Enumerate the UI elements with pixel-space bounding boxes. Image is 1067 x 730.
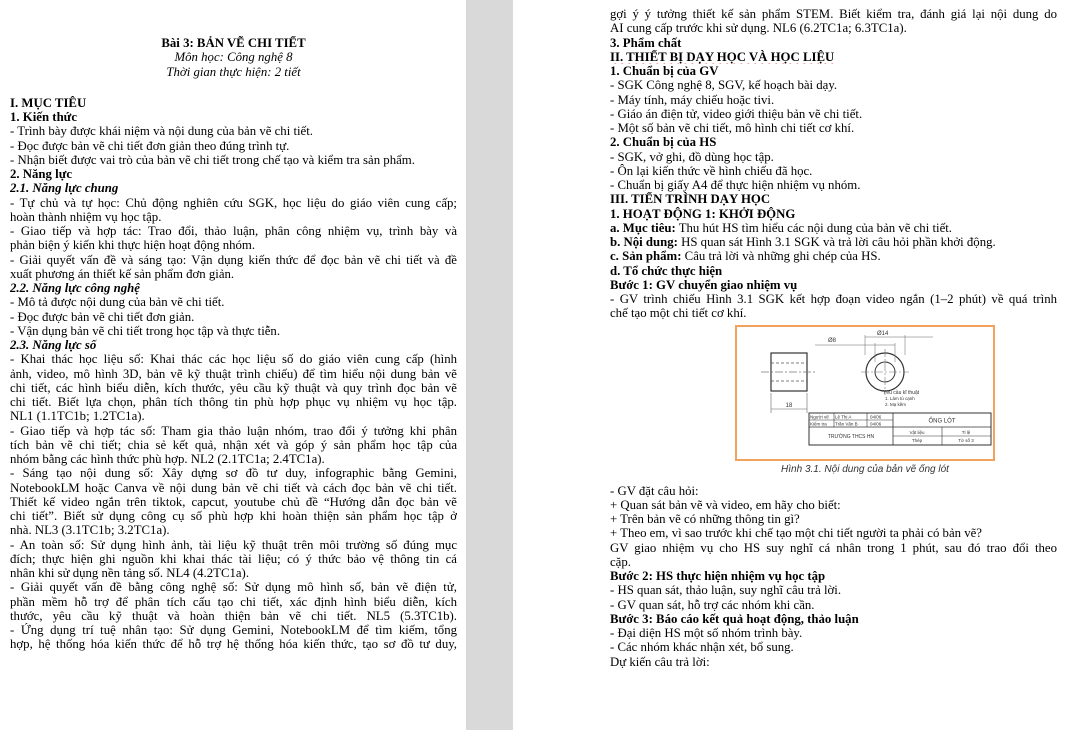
text-line: - Chuẩn bị giấy A4 để thực hiện nhiệm vụ nhóm. (610, 178, 861, 192)
text-line: cặp. (610, 554, 631, 569)
text-line: - Giao tiếp và hợp tác số: Tham gia thảo luận nhóm, trao đổi ý tưởng khi phân (10, 423, 457, 438)
text-line: - Giao tiếp và hợp tác: Trao đổi, thảo luận, phân công nhiệm vụ, trình bày và (10, 224, 457, 238)
text-line: - Đại diện HS một số nhóm trình bày. (610, 626, 803, 640)
text-line: ảnh, video, mô hình 3D, bản vẽ kỹ thuật trình chiếu) để tìm hiểu nội dung bản vẽ (10, 366, 457, 381)
text-line: GV giao nhiệm vụ cho HS suy nghĩ cá nhân trong 1 phút, sau đó trao đổi theo (610, 540, 1057, 555)
text-line: - Ôn lại kiến thức về hình chiếu đã học. (610, 163, 813, 178)
text-line: - Máy tính, máy chiếu hoặc tivi. (610, 92, 775, 107)
text-line: nhóm bằng các hình thức phù hợp. NL2 (2.1TC1a; 2.4TC1a). (10, 452, 325, 466)
text-line: AI cung cấp trước khi sử dụng. NL6 (6.2TC1a; 6.3TC1a). (610, 21, 907, 36)
objective-label: a. Mục tiêu: (610, 220, 676, 235)
content-text: HS quan sát Hình 3.1 SGK và trả lời câu hỏi phần khởi động. (677, 235, 996, 249)
subsection-heading: 1. Kiến thức (10, 110, 78, 124)
text-line: - GV đặt câu hỏi: (610, 483, 699, 498)
text-line: + Quan sát bản vẽ và video, em hãy cho biết: (610, 497, 841, 512)
figure-caption: Hình 3.1. Nội dung của bản vẽ ống lót (781, 463, 949, 475)
content-label: b. Nội dung: (610, 235, 678, 249)
dim-outer-diameter: Ø14 (877, 330, 889, 337)
dim-length: 18 (785, 402, 793, 409)
text-line: - Đọc được bản vẽ chi tiết đơn giản theo đúng trình tự. (10, 138, 290, 153)
tb-school: TRƯỜNG THCS HN (827, 433, 875, 440)
req-item: 2. Mạ kẽm (885, 401, 907, 407)
req-title: Yêu cầu kĩ thuật (883, 389, 920, 396)
tb-steel: Thép (911, 437, 923, 443)
step-heading: Bước 1: GV chuyển giao nhiệm vụ (610, 277, 798, 292)
section-heading (610, 50, 1057, 64)
product-text: Câu trả lời và những ghi chép của HS. (681, 249, 881, 264)
text-line: - Một số bản vẽ chi tiết, mô hình chi tiết cơ khí. (610, 121, 855, 135)
technical-drawing (737, 327, 993, 459)
text-line: phản biện ý kiến khi thực hiện hoạt động nhóm. (10, 238, 256, 253)
tb-scale: Tỉ lệ (961, 429, 971, 435)
text-line: - GV trình chiếu Hình 3.1 SGK kết hợp đoạn video ngắn (1–2 phút) về quá trình (610, 292, 1057, 306)
duration-line: Thời gian thực hiện: 2 tiết (166, 64, 301, 79)
text-line: tích bản vẽ chi tiết; chia sẻ kết quả, nhận xét và góp ý sản phẩm học tập của (10, 437, 457, 452)
figure-frame (735, 325, 995, 461)
text-line: - Ứng dụng trí tuệ nhân tạo: Sử dụng Gemini, NotebookLM để tìm kiếm, tổng (10, 623, 457, 637)
text-line: - Giải quyết vấn đề và sáng tạo: Vận dụng kiến thức để đọc bản vẽ chi tiết và đề (10, 252, 457, 267)
tb-checker-name: Trần Văn B (835, 421, 858, 426)
text-line: nhân khi sử dụng nền tảng số. NL4 (4.2TC1a). (10, 566, 250, 580)
text-line: gợi ý ý tưởng thiết kế sản phẩm STEM. Biết kiểm tra, đánh giá lại nội dung do (610, 7, 1057, 21)
text-line: NL1 (1.1TC1b; 1.2TC1a). (10, 409, 145, 424)
text-line: - Nhận biết được vai trò của bản vẽ chi tiết trong chế tạo và kiểm tra sản phẩm. (10, 152, 415, 167)
step-heading: Bước 3: Báo cáo kết quả hoạt động, thảo luận (610, 611, 859, 626)
text-line: - Các nhóm khác nhận xét, bổ sung. (610, 640, 794, 655)
text-line: nhà. NL3 (3.1TC1b; 3.2TC1a). (10, 523, 170, 538)
tb-part-name: ỐNG LÓT (928, 418, 956, 424)
text-line: - Giải quyết vấn đề bằng công nghệ số: Sử dụng mô hình số, bản vẽ điện tử, (10, 580, 457, 595)
text-line: hợp, hệ thống hóa kiến thức để hỗ trợ hệ thống hóa kiến thức, tạo sơ đồ tư duy, (10, 637, 457, 652)
section-heading: I. MỤC TIÊU (10, 95, 87, 110)
text-line: - An toàn số: Sử dụng hình ảnh, tài liệu kỹ thuật trên môi trường số đúng mục (10, 537, 457, 552)
step-heading: Bước 2: HS thực hiện nhiệm vụ học tập (610, 569, 826, 583)
text-line: - Đọc được bản vẽ chi tiết đơn giản. (10, 309, 195, 324)
text-line: - Trình bày được khái niệm và nội dung của bản vẽ chi tiết. (10, 124, 313, 139)
text-line: - Sáng tạo nội dung số: Xây dựng sơ đồ tư duy, infographic bằng Gemini, (10, 466, 457, 481)
text-line: - HS quan sát, thảo luận, suy nghĩ câu trả lời. (610, 583, 842, 598)
tb-drawer-name: Lê Thị A (835, 414, 852, 419)
tb-sheet: Tờ số 3 (958, 437, 974, 443)
text-line: - SGK Công nghệ 8, SGV, kế hoạch bài dạy. (610, 78, 838, 93)
content-line (610, 235, 1057, 249)
subsection-heading: 2. Chuẩn bị của HS (610, 135, 717, 150)
text-line: xuất phương án thiết kế sản phẩm đơn giản. (10, 266, 235, 281)
text-line: - Mô tả được nội dung của bản vẽ chi tiết. (10, 295, 225, 310)
text-line: đích; thực hiện ghi nguồn khi khai thác tài liệu; có ý thức bảo vệ thông tin cá (10, 551, 457, 566)
text-line: NotebookLM hoặc Canva về nội dung bản vẽ chi tiết và cách đọc bản vẽ chi tiết. (10, 480, 457, 495)
text-line: phần mềm hỗ trợ để phân tích cấu tạo chi tiết, xác định hình biểu diễn, kích (10, 594, 457, 609)
text-line: - Tự chủ và tự học: Chủ động nghiên cứu SGK, học liệu do giáo viên cung cấp; (10, 195, 457, 210)
text-line: Thiết kế video ngắn trên tiktok, capcut, youtube chủ đề “Hướng dẫn đọc bản vẽ (10, 494, 457, 509)
subsection-heading: 2.1. Năng lực chung (10, 181, 119, 196)
text-line: - SGK, vở ghi, đồ dùng học tập. (610, 149, 774, 164)
text-line: Dự kiến câu trả lời: (610, 654, 710, 669)
text-line: + Theo em, vì sao trước khi chế tạo một chi tiết người ta phải có bản vẽ? (610, 526, 982, 541)
document-page-right (513, 0, 1067, 730)
text-line: chi tiết. Biết lựa chọn, phân tích thông tin phù hợp phục vụ nhiệm vụ học tập. (10, 395, 457, 409)
tb-checker: Kiểm tra (810, 421, 827, 426)
dim-inner-diameter: Ø8 (828, 337, 837, 344)
document-page-left (0, 0, 466, 730)
subsection-heading: 2.2. Năng lực công nghệ (10, 281, 140, 295)
section-heading: III. TIẾN TRÌNH DẠY HỌC (610, 192, 771, 207)
text-line: thước, yêu cầu kỹ thuật và hoàn thiện bản vẽ chi tiết. NL5 (5.3TC1b). (10, 608, 457, 623)
text-line: - Vận dụng bản vẽ chi tiết trong học tập và thực tiễn. (10, 323, 281, 338)
lesson-title: Bài 3: BẢN VẼ CHI TIẾT (161, 36, 306, 50)
text-line: - Giáo án điện tử, video giới thiệu bản vẽ chi tiết. (610, 106, 863, 121)
figure-bushing-drawing (735, 325, 995, 476)
text-line: - Khai thác học liệu số: Khai thác các học liệu số do giáo viên cung cấp (hình (10, 352, 457, 367)
subsection-heading: 2. Năng lực (10, 167, 73, 181)
section-heading-text: II. THIẾT BỊ DẠY HỌC VÀ HỌC LIỆU (610, 49, 835, 64)
product-line (610, 249, 1057, 263)
text-line: + Trên bản vẽ có những thông tin gì? (610, 512, 800, 526)
req-item: 1. Làm tù cạnh (885, 395, 915, 401)
text-line: chi tiết”. Biết sử dụng công cụ số phù hợp khi hoàn thiện sản phẩm học tập ở (10, 509, 457, 523)
objective-text: Thu hút HS tìm hiểu các nội dung của bản vẽ chi tiết. (675, 220, 953, 235)
subsection-heading: 1. Chuẩn bị của GV (610, 64, 719, 78)
text-line: chi tiết, các hình biểu diễn, kích thước, yêu cầu kỹ thuật và quy trình đọc bản vẽ (10, 380, 457, 395)
tb-date: 04/06 (870, 421, 882, 426)
subsection-heading: 3. Phẩm chất (610, 35, 682, 50)
activity-heading: 1. HOẠT ĐỘNG 1: KHỞI ĐỘNG (610, 206, 796, 221)
text-line: chế tạo một chi tiết cơ khí. (610, 306, 747, 321)
objective-line (610, 221, 1057, 235)
text-line: hoàn thành nhiệm vụ học tập. (10, 209, 162, 224)
tb-date: 04/06 (870, 414, 882, 419)
tb-material: Vật liệu (909, 429, 925, 435)
product-label: c. Sản phẩm: (610, 249, 682, 264)
organization-heading: d. Tổ chức thực hiện (610, 263, 723, 278)
text-line: - GV quan sát, hỗ trợ các nhóm khi cần. (610, 597, 815, 612)
subject-line: Môn học: Công nghệ 8 (174, 50, 293, 65)
tb-drawer: Người vẽ (810, 414, 829, 419)
subsection-heading: 2.3. Năng lực số (10, 338, 97, 352)
